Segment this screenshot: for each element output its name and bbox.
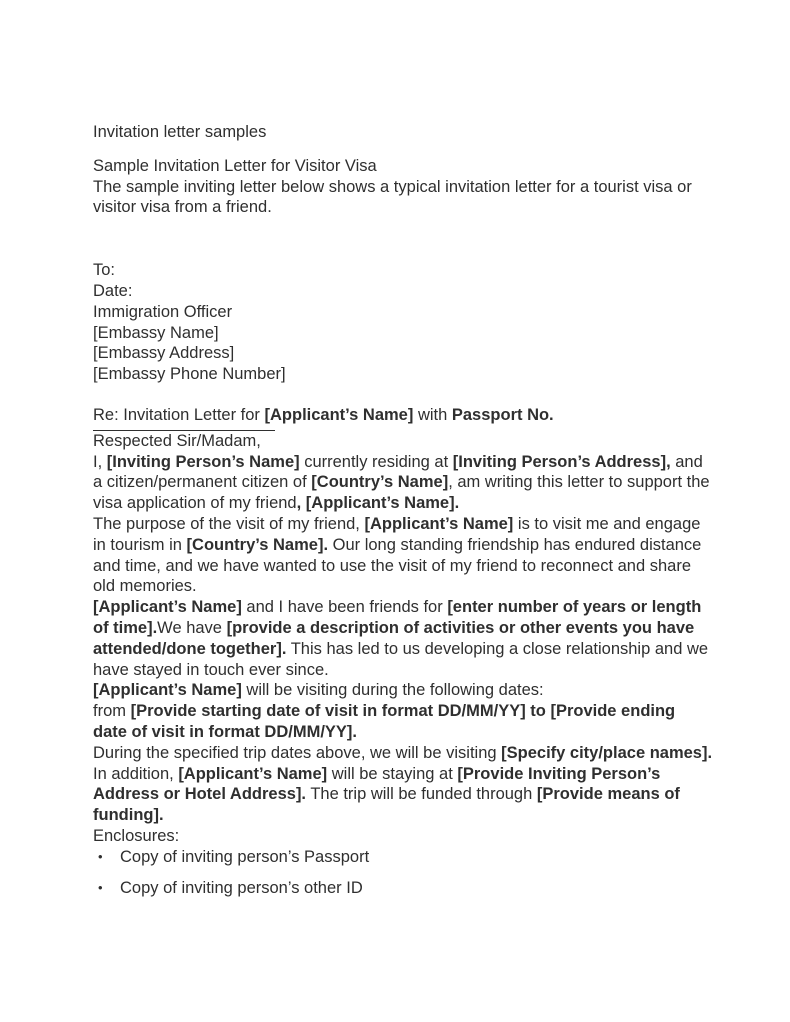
address-line-embassy-name: [Embassy Name] xyxy=(93,323,219,342)
spacer xyxy=(93,218,713,240)
placeholder-activities: [provide a description of activities or other events you have attended/done together]. xyxy=(93,618,695,658)
section-title: Sample Invitation Letter for Visitor Visa xyxy=(93,156,377,175)
text-run: from xyxy=(93,702,131,721)
subject-middle: with xyxy=(413,405,452,424)
text-run: will be visiting during the following dates: xyxy=(241,681,544,700)
text-run: This has led to us developing a close relationship and we have stayed in touch ever since. xyxy=(93,639,709,679)
subject-prefix: Re: Invitation Letter for xyxy=(93,405,265,424)
text-run: and I have been friends for xyxy=(241,598,448,617)
address-line-date: Date: xyxy=(93,281,133,300)
address-line-to: To: xyxy=(93,261,116,280)
placeholder-applicant-name: [Applicant’s Name] xyxy=(364,514,514,533)
text-run: During the specified trip dates above, we will be visiting xyxy=(93,743,502,762)
list-item xyxy=(93,847,713,868)
spacer xyxy=(93,240,713,260)
bullet-icon: • xyxy=(98,879,103,895)
placeholder-funding: [Provide means of funding]. xyxy=(93,785,680,825)
placeholder-inviting-name: [Inviting Person’s Name] xyxy=(106,452,300,471)
text-run: currently residing at xyxy=(299,452,453,471)
placeholder-applicant-name: , [Applicant’s Name]. xyxy=(296,494,460,513)
document-heading: Invitation letter samples xyxy=(93,123,267,141)
enclosures-label: Enclosures: xyxy=(93,826,180,845)
bullet-icon: • xyxy=(98,848,103,864)
placeholder-inviting-address: [Inviting Person’s Address], xyxy=(452,452,671,471)
spacer xyxy=(93,385,713,405)
address-line-embassy-address: [Embassy Address] xyxy=(93,344,235,363)
paragraph-purpose xyxy=(93,514,713,597)
text-run: In addition, xyxy=(93,764,179,783)
text-run: is to visit me and engage in tourism in xyxy=(93,514,701,554)
placeholder-applicant-name: [Applicant’s Name] xyxy=(178,764,328,783)
text-run: Our long standing friendship has endured distance and time, and we have wanted to use the visit of my friend to reconnect and share old memories. xyxy=(93,535,702,596)
address-line-officer: Immigration Officer xyxy=(93,302,233,321)
enclosure-item-text: Copy of inviting person’s other ID xyxy=(120,878,363,897)
placeholder-applicant-name: [Applicant’s Name] xyxy=(93,598,242,617)
enclosures-list xyxy=(93,847,713,899)
placeholder-friendship-length: [enter number of years or length of time]. xyxy=(93,598,702,637)
paragraph-introduction xyxy=(93,452,713,514)
placeholder-country-name: [Country’s Name]. xyxy=(186,535,329,554)
address-block xyxy=(93,260,713,385)
placeholder-applicant-name: [Applicant’s Name] xyxy=(93,681,242,700)
enclosure-item-text: Copy of inviting person’s Passport xyxy=(120,847,370,866)
intro-paragraph: The sample inviting letter below shows a typical invitation letter for a tourist visa or visitor visa from a friend. xyxy=(93,177,692,217)
paragraph-friendship xyxy=(93,597,713,680)
text-run: I, xyxy=(93,452,107,471)
text-run: will be staying at xyxy=(327,764,458,783)
placeholder-visit-dates: [Provide starting date of visit in format DD/MM/YY] to [Provide ending date of visit in format DD/MM/YY]. xyxy=(93,702,676,741)
list-item xyxy=(93,878,713,899)
paragraph-trip-details xyxy=(93,743,713,826)
placeholder-country-name: [Country’s Name] xyxy=(311,473,449,492)
salutation: Respected Sir/Madam, xyxy=(93,431,261,450)
text-run: The purpose of the visit of my friend, xyxy=(93,514,365,533)
subject-line xyxy=(93,405,713,426)
paragraph-visit-dates-intro xyxy=(93,680,713,701)
text-run: We have xyxy=(157,618,227,637)
address-line-embassy-phone: [Embassy Phone Number] xyxy=(93,365,286,384)
document-body xyxy=(93,122,713,898)
text-run: The trip will be funded through xyxy=(306,785,537,804)
subject-applicant: [Applicant’s Name] xyxy=(264,405,414,424)
placeholder-city-names: [Specify city/place names]. xyxy=(501,743,713,762)
subject-passport: Passport No. xyxy=(451,405,554,424)
paragraph-visit-dates xyxy=(93,701,713,743)
text-run: and a citizen/permanent citizen of xyxy=(93,452,703,492)
text-run: , am writing this letter to support the visa application of my friend xyxy=(93,473,710,513)
placeholder-stay-address: [Provide Inviting Person’s Address or Hotel Address]. xyxy=(93,764,661,804)
